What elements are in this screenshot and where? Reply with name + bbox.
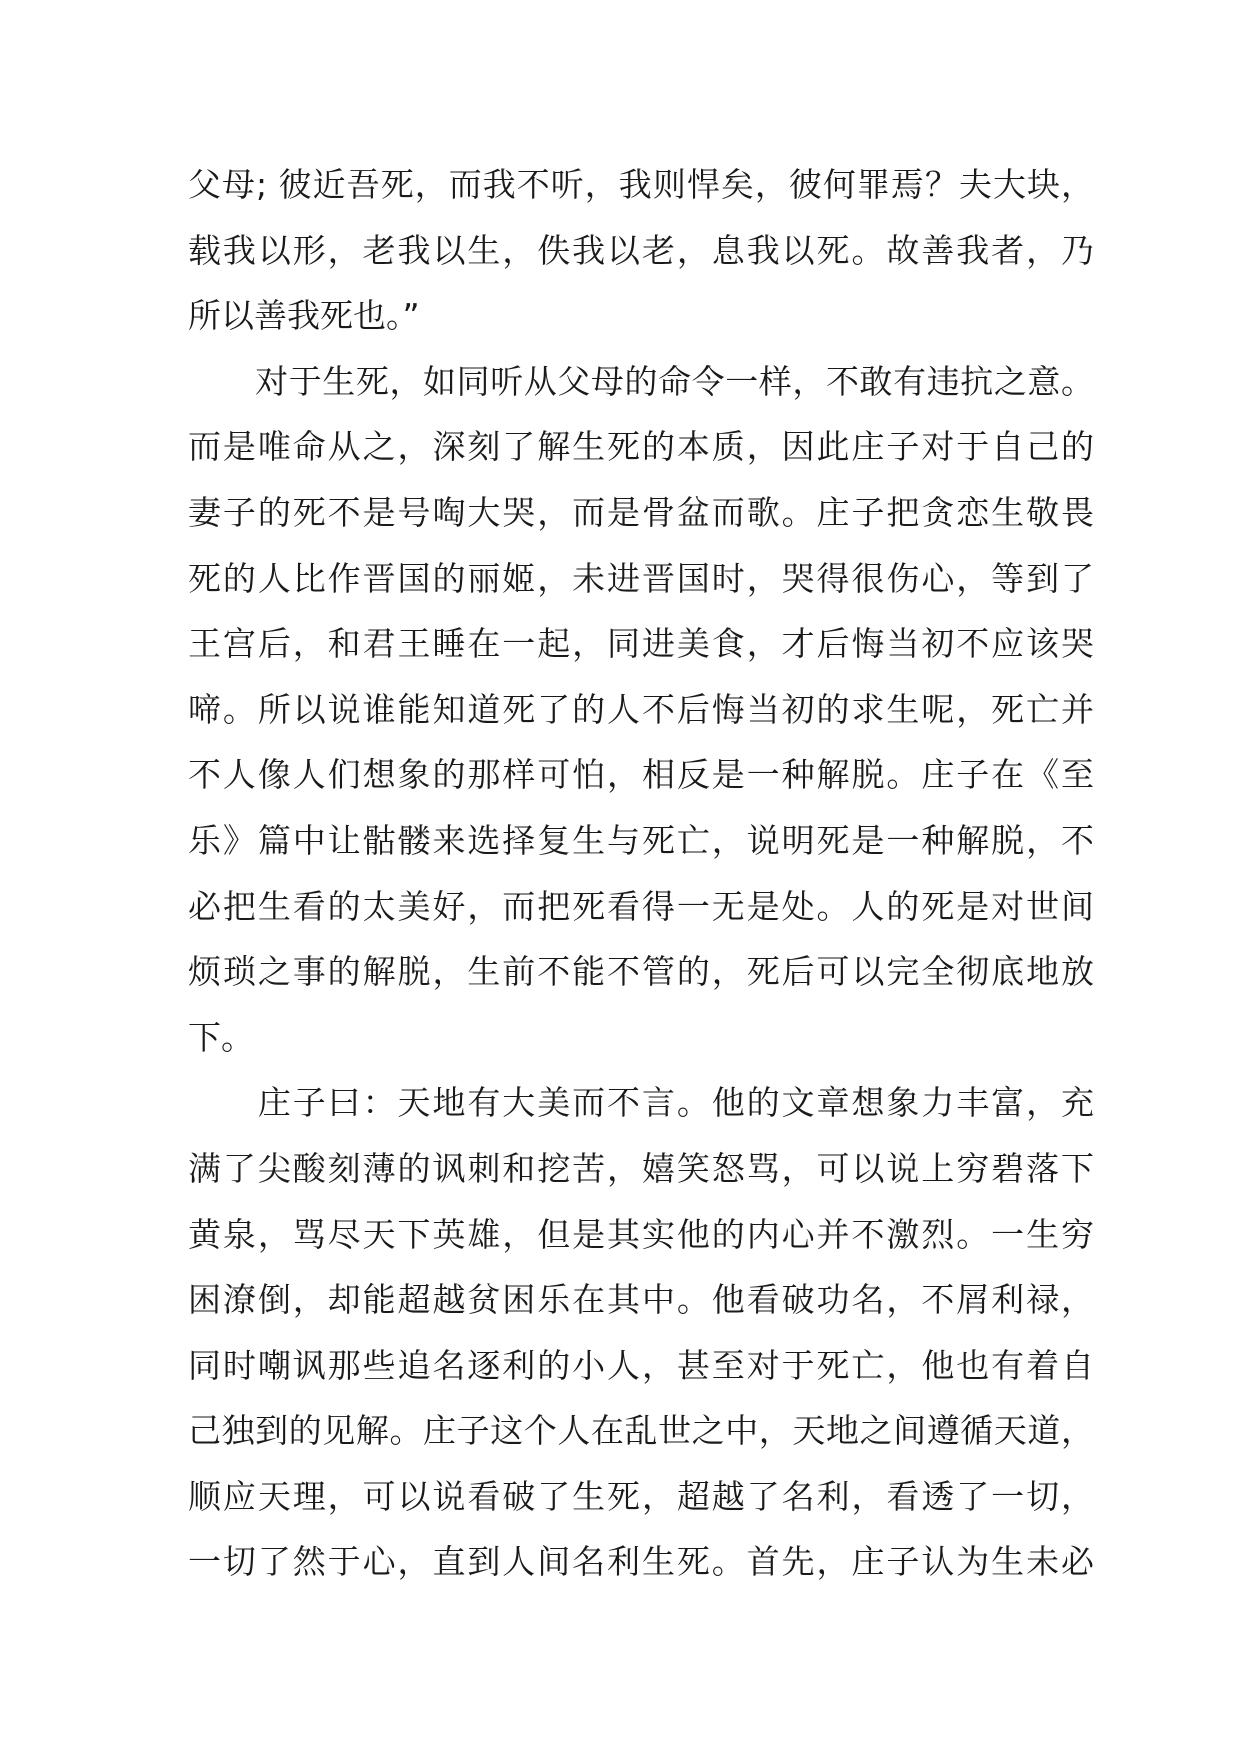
paragraph-3 (188, 1070, 1094, 1595)
paragraph-1 (188, 152, 1094, 349)
text-line: 啼。所以说谁能知道死了的人不后悔当初的求生呢，死亡并 (188, 689, 1094, 729)
text-line: 满了尖酸刻薄的讽刺和挖苦，嬉笑怒骂，可以说上穷碧落下 (188, 1148, 1094, 1188)
text-line: 不人像人们想象的那样可怕，相反是一种解脱。庄子在《至 (188, 755, 1094, 795)
text-line: 顺应天理，可以说看破了生死，超越了名利，看透了一切， (188, 1476, 1094, 1516)
body-text (188, 152, 1094, 1595)
text-line: 父母; 彼近吾死，而我不听，我则悍矣，彼何罪焉？夫大块， (188, 165, 1094, 204)
text-line: 载我以形，老我以生，佚我以老，息我以死。故善我者，乃 (188, 230, 1094, 270)
text-line: 所以善我死也。” (188, 296, 420, 336)
text-line: 下。 (188, 1017, 254, 1057)
text-line: 必把生看的太美好，而把死看得一无是处。人的死是对世间 (188, 886, 1094, 926)
text-line: 死的人比作晋国的丽姬，未进晋国时，哭得很伤心，等到了 (188, 558, 1094, 598)
text-line: 困潦倒，却能超越贫困乐在其中。他看破功名，不屑利禄， (188, 1280, 1094, 1320)
text-line: 同时嘲讽那些追名逐利的小人，甚至对于死亡，他也有着自 (188, 1345, 1094, 1385)
text-line: 而是唯命从之，深刻了解生死的本质，因此庄子对于自己的 (188, 427, 1094, 467)
text-line: 烦琐之事的解脱，生前不能不管的，死后可以完全彻底地放 (188, 952, 1094, 992)
text-line: 一切了然于心，直到人间名利生死。首先，庄子认为生未必 (188, 1542, 1094, 1582)
text-line: 己独到的见解。庄子这个人在乱世之中，天地之间遵循天道， (188, 1411, 1094, 1451)
text-line: 王宫后，和君王睡在一起，同进美食，才后悔当初不应该哭 (188, 624, 1094, 664)
text-line: 对于生死，如同听从父母的命令一样，不敢有违抗之意。 (188, 361, 1094, 401)
text-line: 庄子曰：天地有大美而不言。他的文章想象力丰富，充 (188, 1083, 1094, 1123)
paragraph-2 (188, 349, 1094, 1071)
text-line: 乐》篇中让骷髅来选择复生与死亡，说明死是一种解脱，不 (188, 820, 1094, 860)
text-line: 黄泉，骂尽天下英雄，但是其实他的内心并不激烈。一生穷 (188, 1214, 1094, 1254)
text-line: 妻子的死不是号啕大哭，而是骨盆而歌。庄子把贪恋生敬畏 (188, 492, 1094, 532)
